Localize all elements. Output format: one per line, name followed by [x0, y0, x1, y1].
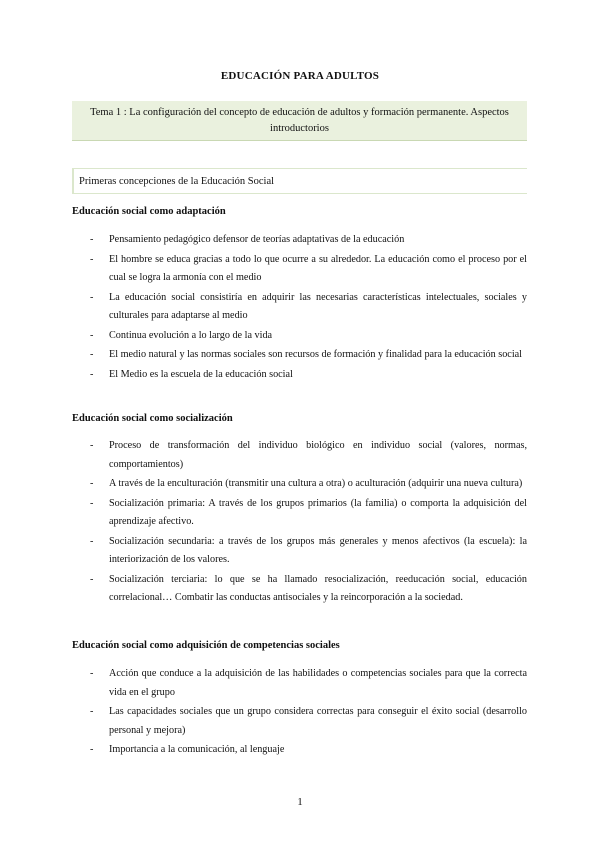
bullet-dash: - [90, 368, 94, 380]
section-title: Primeras concepciones de la Educación Social [72, 168, 527, 194]
list-adaptation [90, 231, 527, 385]
topic-banner: Tema 1 : La configuración del concepto de educación de adultos y formación permanente. Aspectos introductorios [72, 101, 527, 141]
bullet-dash: - [90, 291, 94, 303]
list-item: - Continua evolución a lo largo de la vida [90, 327, 527, 346]
list-item: - Socialización terciaria: lo que se ha llamado resocialización, reeducación social, educación correlacional… Combatir las conductas antisociales y la reincorporación a la sociedad. [90, 571, 527, 608]
list-item: - El medio natural y las normas sociales son recursos de formación y finalidad para la educación social [90, 346, 527, 365]
list-item: - Las capacidades sociales que un grupo considera correctas para conseguir el éxito social (desarrollo personal y mejora) [90, 703, 527, 740]
bullet-dash: - [90, 349, 94, 360]
bullet-dash: - [90, 706, 94, 717]
list-item: - Socialización secundaria: a través de los grupos más generales y menos afectivos (la escuela): la interiorización de los valores. [90, 533, 527, 570]
list-item: - Pensamiento pedagógico defensor de teorías adaptativas de la educación [90, 231, 527, 250]
bullet-dash: - [90, 497, 94, 509]
list-item: - El Medio es la escuela de la educación social [90, 366, 527, 385]
list-item: - A través de la enculturación (transmitir una cultura a otra) o aculturación (adquirir una nueva cultura) [90, 475, 527, 494]
bullet-dash: - [90, 234, 94, 245]
bullet-dash: - [90, 744, 94, 755]
bullet-dash: - [90, 329, 94, 341]
section-heading-competencies: Educación social como adquisición de competencias sociales [72, 640, 340, 651]
list-item: - El hombre se educa gracias a todo lo que ocurre a su alrededor. La educación como el proceso por el cual se logra la armonía con el medio [90, 251, 527, 288]
list-socialization [90, 437, 527, 609]
list-item: - Acción que conduce a la adquisición de las habilidades o competencias sociales para que la correcta vida en el grupo [90, 665, 527, 702]
list-item: - Socialización primaria: A través de los grupos primarios (la familia) o comporta la adquisición del aprendizaje afectivo. [90, 495, 527, 532]
list-competencies [90, 665, 527, 761]
document-title: EDUCACIÓN PARA ADULTOS [220, 70, 380, 82]
bullet-dash: - [90, 573, 94, 585]
bullet-dash: - [90, 535, 94, 547]
list-item: - Proceso de transformación del individuo biológico en individuo social (valores, normas, comportamientos) [90, 437, 527, 474]
bullet-dash: - [90, 253, 94, 265]
bullet-dash: - [90, 478, 94, 489]
section-heading-socialization: Educación social como socialización [72, 413, 233, 424]
list-item: - Importancia a la comunicación, al lenguaje [90, 741, 527, 760]
bullet-dash: - [90, 668, 94, 679]
section-heading-adaptation: Educación social como adaptación [72, 206, 226, 217]
bullet-dash: - [90, 440, 94, 451]
page-number: 1 [297, 796, 303, 808]
list-item: - La educación social consistiría en adquirir las necesarias características intelectuales, sociales y culturales para adaptarse al medio [90, 289, 527, 326]
